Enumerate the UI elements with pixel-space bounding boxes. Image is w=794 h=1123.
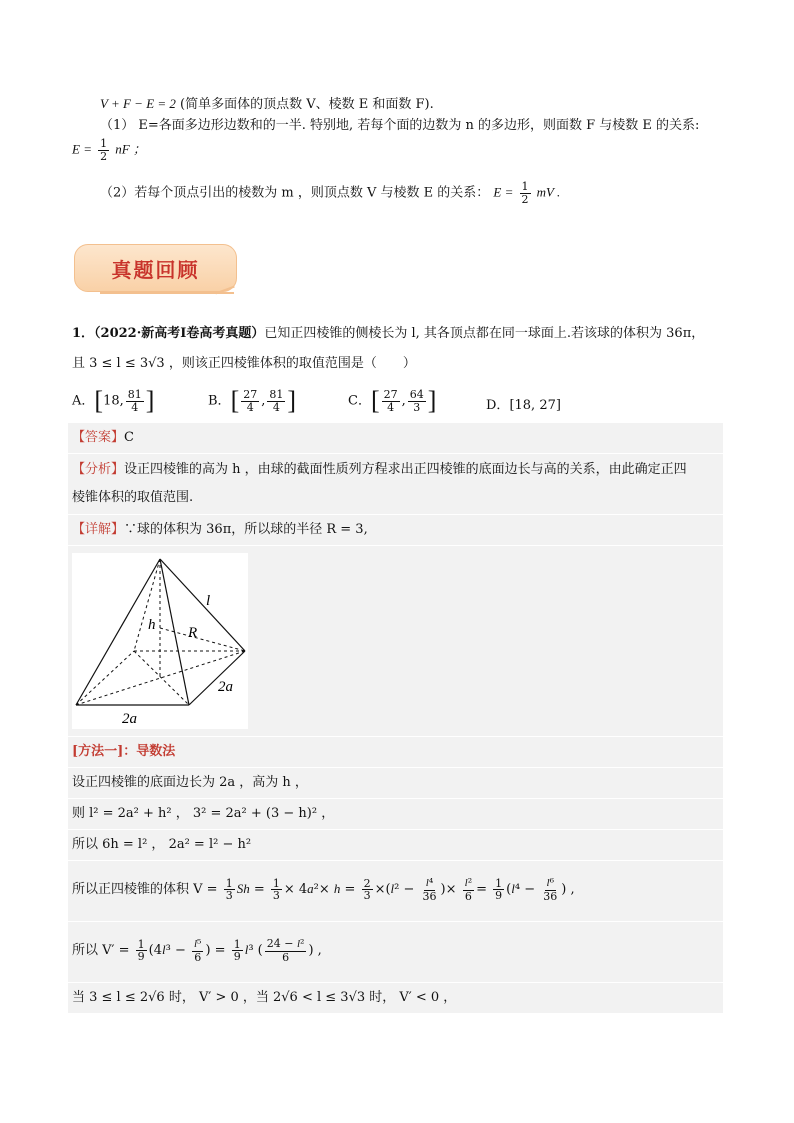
method-title: [方法一]：导数法 bbox=[72, 744, 176, 759]
base-right bbox=[189, 651, 245, 705]
label-R: R bbox=[188, 625, 198, 641]
option-a: A．[18, $\frac{81}{4}$ ] bbox=[72, 386, 155, 415]
step2-row bbox=[68, 799, 723, 830]
pyramid-figure bbox=[72, 553, 248, 729]
section-banner bbox=[74, 244, 237, 292]
edge-back bbox=[134, 559, 160, 651]
base-left bbox=[76, 651, 134, 705]
step4: 所以正四棱锥的体积 V = $\frac{1}{3}$ Sh = $\frac{1}{3}$ × 4a²× h = $\frac{2}{3}$ ×(l² − $\frac{\text{l⁴}}{36}$ )× $\frac{\text{l²}}{6}$ = $\frac{1}{9}$ (l⁴ − $\frac{\text{l⁶}}{36}$ ) , bbox=[72, 876, 575, 903]
euler-note: (简单多面体的顶点数 V、棱数 E 和面数 F). bbox=[180, 97, 434, 112]
question-stem-2: 且 3 ≤ l ≤ 3√3 ，则该正四棱锥体积的取值范围是（ ） bbox=[72, 356, 416, 371]
item1-text: （1） E=各面多边形边数和的一半. 特别地, 若每个面的边数为 n 的多边形，则面数 F 与棱数 E 的关系: bbox=[100, 118, 700, 133]
analysis-row bbox=[68, 454, 723, 515]
step3: 所以 6h = l² ， 2a² = l² − h² bbox=[72, 837, 252, 852]
diagonal-1 bbox=[76, 651, 245, 705]
radius-line bbox=[160, 628, 245, 651]
answer-row bbox=[68, 423, 723, 454]
analysis-text-1: 设正四棱锥的高为 h ，由球的截面性质列方程求出正四棱锥的底面边长与高的关系，由此确定正四 bbox=[124, 462, 687, 477]
detail-row bbox=[68, 515, 723, 546]
item2-line: （2）若每个顶点引出的棱数为 m ，则顶点数 V 与棱数 E 的关系： E = $\frac{1}{2}$ mV . bbox=[100, 180, 561, 206]
label-side-right: 2a bbox=[218, 679, 233, 695]
euler-formula: V + F − E = 2 bbox=[100, 96, 176, 111]
label-h: h bbox=[148, 617, 156, 633]
question-source: （2022·新高考Ⅰ卷高考真题） bbox=[94, 326, 265, 341]
method-title-row bbox=[68, 737, 723, 768]
analysis-text-2: 棱锥体积的取值范围. bbox=[72, 490, 194, 505]
step3-row bbox=[68, 830, 723, 861]
step4-row bbox=[68, 861, 723, 922]
item1-formula: E = $\frac{1}{2}$ nF ； bbox=[72, 137, 146, 163]
step5: 所以 V′ = $\frac{1}{9}$ (4l³ − $\frac{\text{l⁵}}{6}$ ) = $\frac{1}{9}$ l³ ( $\frac{\text{24 − l²}}{6}$ ) , bbox=[72, 937, 322, 964]
euler-formula-line bbox=[100, 96, 434, 113]
step6-row bbox=[68, 983, 723, 1014]
item2-text: （2）若每个顶点引出的棱数为 m ，则顶点数 V 与棱数 E 的关系： bbox=[100, 185, 490, 201]
label-l: l bbox=[206, 593, 211, 609]
analysis-label: 【分析】 bbox=[72, 462, 125, 477]
question-stem-1: 已知正四棱锥的侧棱长为 l, 其各顶点都在同一球面上.若该球的体积为 36π， bbox=[264, 326, 705, 341]
fraction: $\frac{1}{2}$ bbox=[521, 180, 529, 206]
option-d: D．[18, 27] bbox=[486, 398, 561, 413]
label-side-bottom: 2a bbox=[122, 711, 137, 727]
edge-front bbox=[160, 559, 189, 705]
detail-text: ∵球的体积为 36π，所以球的半径 R = 3, bbox=[124, 522, 368, 537]
option-b: B．[ $\frac{27}{4}$ , $\frac{81}{4}$ ] bbox=[208, 386, 297, 415]
answer-label: 【答案】 bbox=[72, 430, 125, 445]
banner-underline bbox=[100, 292, 234, 294]
question-stem-line1 bbox=[72, 326, 704, 342]
step6: 当 3 ≤ l ≤ 2√6 时， V′ > 0 ，当 2√6 < l ≤ 3√3 时， V′ < 0 ， bbox=[72, 990, 457, 1005]
question-number: 1． bbox=[72, 326, 95, 341]
detail-label: 【详解】 bbox=[72, 522, 125, 537]
diagonal-2 bbox=[134, 651, 189, 705]
option-c: C．[ $\frac{27}{4}$ , $\frac{64}{3}$ ] bbox=[348, 386, 437, 415]
pyramid-diagram bbox=[72, 553, 248, 729]
answer-value: C bbox=[124, 430, 134, 445]
fraction: $\frac{1}{2}$ bbox=[100, 137, 108, 163]
step2: 则 l² = 2a² + h² ， 3² = 2a² + (3 − h)² ， bbox=[72, 806, 335, 821]
edge-right bbox=[160, 559, 245, 651]
section-title: 真题回顾 bbox=[111, 257, 200, 282]
step5-row bbox=[68, 922, 723, 983]
step1: 设正四棱锥的底面边长为 2a ，高为 h ， bbox=[72, 775, 308, 790]
step1-row bbox=[68, 768, 723, 799]
